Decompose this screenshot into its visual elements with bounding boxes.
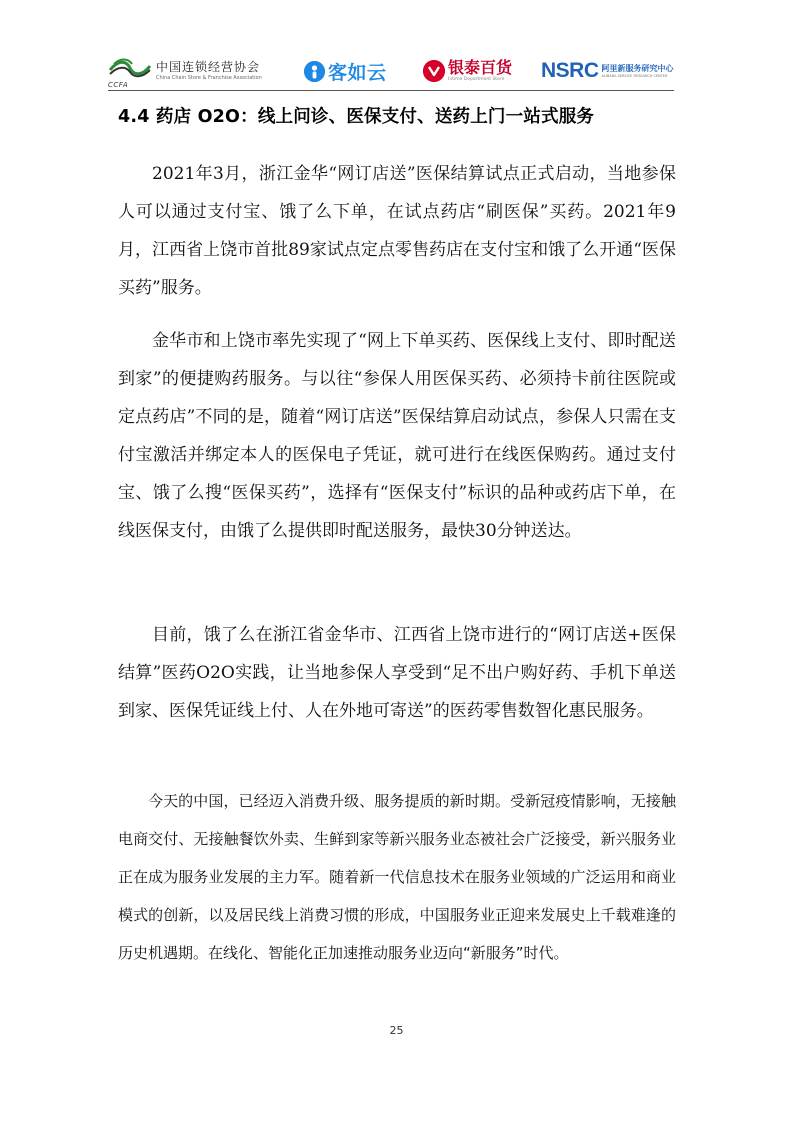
ccfa-name-cn: 中国连锁经营协会: [156, 60, 261, 74]
nsrc-logo: [541, 52, 675, 90]
keruyun-logo: [304, 52, 394, 90]
keruyun-name: 客如云: [328, 61, 387, 84]
paragraph-3: 目前，饿了么在浙江省金华市、江西省上饶市进行的“网订店送+医保结算”医药O2O实践，让当地参保人享受到“足不出户购好药、手机下单送到家、医保凭证线上付、人在外地可寄送”的医药零售数智化惠民服务。: [118, 625, 676, 721]
nsrc-abbr: NSRC: [541, 59, 599, 82]
yintai-mark-icon: [423, 60, 445, 82]
ccfa-name-en: China Chain Store & Franchise Association: [156, 75, 262, 81]
page-header: [108, 52, 674, 90]
ccfa-abbr: CCFA: [108, 81, 129, 89]
yintai-name: 银泰百货: [448, 58, 513, 77]
yintai-name-en: Intime Department Store: [448, 77, 505, 82]
page-number: 25: [389, 1024, 404, 1037]
header-divider: [108, 90, 674, 91]
paragraph-2: 金华市和上饶市率先实现了“网上下单买药、医保线上支付、即时配送到家”的便捷购药服务。与以往“参保人用医保买药、必须持卡前往医院或定点药店”不同的是，随着“网订店送”医保结算启动试点，参保人只需在支付宝激活并绑定本人的医保电子凭证，就可进行在线医保购药。通过支付宝、饿了么搜“医保买药”，选择有“医保支付”标识的品种或药店下单，在线医保支付，由饿了么提供即时配送服务，最快30分钟送达。: [118, 331, 676, 541]
paragraph-4: 今天的中国，已经迈入消费升级、服务提质的新时期。受新冠疫情影响，无接触电商交付、无接触餐饮外卖、生鲜到家等新兴服务业态被社会广泛接受，新兴服务业正在成为服务业发展的主力军。随着新一代信息技术在服务业领域的广泛运用和商业模式的创新，以及居民线上消费习惯的形成，中国服务业正迎来发展史上千载难逢的历史机遇期。在线化、智能化正加速推动服务业迈向“新服务”时代。: [118, 792, 676, 962]
yintai-logo: [423, 52, 523, 90]
nsrc-name-en: ALIBABA SERVICE RESEARCH CENTER: [601, 73, 668, 78]
ccfa-mark-icon: [108, 54, 152, 88]
keruyun-mark-icon: [304, 61, 325, 82]
ccfa-logo: [108, 52, 278, 90]
section-title: 4.4 药店 O2O：线上问诊、医保支付、送药上门一站式服务: [118, 107, 595, 127]
nsrc-name-cn: 阿里新服务研究中心: [601, 63, 674, 73]
paragraph-1: 2021年3月，浙江金华“网订店送”医保结算试点正式启动，当地参保人可以通过支付宝、饿了么下单，在试点药店“刷医保”买药。2021年9月，江西省上饶市首批89家试点定点零售药店在支付宝和饿了么开通“医保买药”服务。: [118, 164, 676, 298]
